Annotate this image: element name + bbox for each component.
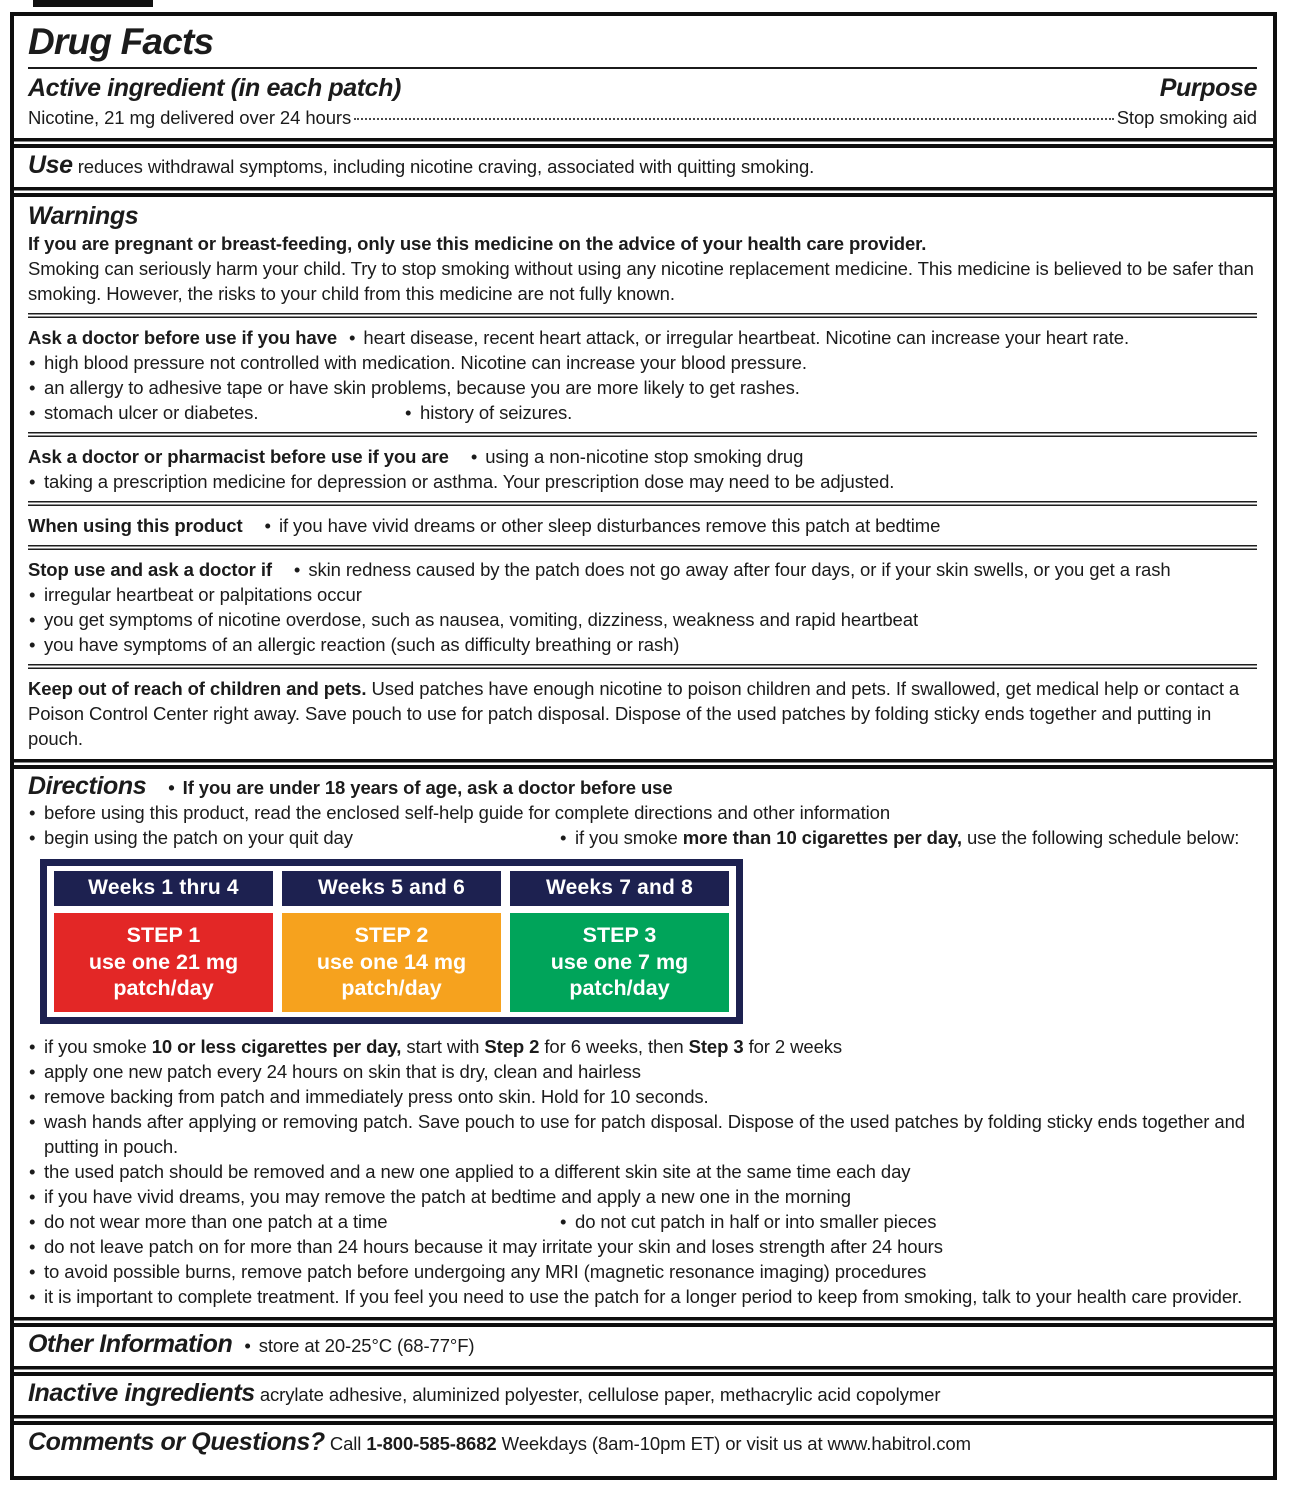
section-divider [14,759,1273,769]
when-using-block: When using this product • if you have vivid dreams or other sleep disturbances remove this patch at bedtime [28,513,1257,538]
inline-bullet [146,777,182,798]
keep-out-lead: Keep out of reach of children and pets. [28,678,367,699]
bullet-item: • if you smoke 10 or less cigarettes per day, start with Step 2 for 6 weeks, then Step 3 for 2 weeks [28,1034,1257,1059]
ask-pharmacist-block: Ask a doctor or pharmacist before use if you are • using a non-nicotine stop smoking drug • taking a prescription medicine for depression or asthma. Your prescription dose may need to be adjusted. [28,444,1257,494]
bullet-item: • remove backing from patch and immediately press onto skin. Hold for 10 seconds. [28,1084,1257,1109]
inline-bullet [449,446,485,467]
active-ingredient-value: Nicotine, 21 mg delivered over 24 hours [28,107,352,128]
bullet-item: • you get symptoms of nicotine overdose, such as nausea, vomiting, dizziness, weakness and rapid heartbeat [28,607,1257,632]
section-divider [14,1366,1273,1376]
bullet-item: • an allergy to adhesive tape or have skin problems, because you are more likely to get rashes. [28,375,1257,400]
inline-bullet [232,1335,258,1356]
bullet-item: • it is important to complete treatment. If you feel you need to use the patch for a longer period to keep from smoking, talk to your health care provider. [28,1284,1257,1309]
use-text: reduces withdrawal symptoms, including nicotine craving, associated with quitting smoking. [77,156,815,177]
bullet-item: • if you have vivid dreams, you may remove the patch at bedtime and apply a new one in the morning [28,1184,1257,1209]
bullet-item: • begin using the patch on your quit day [28,825,559,850]
bullet-item: • to avoid possible burns, remove patch before undergoing any MRI (magnetic resonance imaging) procedures [28,1259,1257,1284]
other-information-heading: Other Information [28,1329,233,1358]
inactive-ingredients-heading: Inactive ingredients [28,1378,255,1407]
pregnancy-warning-bold: If you are pregnant or breast-feeding, only use this medicine on the advice of your health care provider. [28,233,927,254]
schedule-week-header: Weeks 7 and 8 [510,871,729,906]
section-divider [14,138,1273,148]
bullet-item: • history of seizures. [404,400,572,425]
drug-facts-label [10,12,1277,1480]
schedule-week-header: Weeks 5 and 6 [282,871,501,906]
inactive-ingredients-text: acrylate adhesive, aluminized polyester, cellulose paper, methacrylic acid copolymer [259,1383,941,1405]
schedule-step-3-cell: STEP 3 use one 7 mg patch/day [510,913,729,1012]
keep-out-text: Used patches have enough nicotine to poison children and pets. If swallowed, get medical help or contact a Poison Control Center right away. Save pouch to use for patch disposal. Dispose of the used patches by folding sticky ends together and putting in pouch. [28,678,1240,749]
call-text: Call [329,1432,367,1454]
warnings-section [14,197,1273,759]
hours-website-text: Weekdays (8am-10pm ET) or visit us at www.habitrol.com [496,1432,971,1454]
directions-section [14,769,1273,1317]
directions-heading: Directions [28,772,147,800]
sub-divider [28,501,1257,506]
active-ingredient-heading: Active ingredient (in each patch) [28,74,401,102]
bullet-item: • do not leave patch on for more than 24 hours because it may irritate your skin and loses strength after 24 hours [28,1234,1257,1259]
inline-bullet [272,559,308,580]
inline-bullet [337,327,363,348]
ask-doctor-lead: Ask a doctor before use if you have [28,327,338,348]
keep-out-of-reach-block [28,676,1257,751]
bullet-item: • taking a prescription medicine for depression or asthma. Your prescription dose may need to be adjusted. [28,469,1257,494]
inline-bullet [243,515,279,536]
sub-divider [28,545,1257,550]
ask-pharmacist-lead: Ask a doctor or pharmacist before use if you are [28,446,449,467]
ask-doctor-block: Ask a doctor before use if you have • heart disease, recent heart attack, or irregular heartbeat. Nicotine can increase your heart rate. • high blood pressure not controlled with medication. Nicotine can increase your blood pressure. • an allergy to adhesive tape or have skin problems, because you are more likely to get rashes. • stomach ulcer or diabetes. • history of seizures. [28,325,1257,425]
other-information-section [14,1327,1273,1366]
use-heading: Use [28,151,73,179]
bullet-item: • do not cut patch in half or into smaller pieces [559,1209,936,1234]
dotted-leader [354,118,1114,120]
section-divider [14,1317,1273,1327]
dosing-schedule-table [40,859,743,1024]
pregnancy-warning-text: Smoking can seriously harm your child. Try to stop smoking without using any nicotine replacement medicine. This medicine is believed to be safer than smoking. However, the risks to your child from this medicine are not fully known. [28,258,1254,304]
bullet-item: • stomach ulcer or diabetes. [28,400,404,425]
purpose-heading: Purpose [1159,74,1257,102]
bullet-item: • apply one new patch every 24 hours on skin that is dry, clean and hairless [28,1059,1257,1084]
bullet-item: • if you smoke more than 10 cigarettes per day, use the following schedule below: [559,825,1239,850]
comments-questions-section [14,1425,1273,1464]
scan-artifact [33,0,153,7]
bullet-item: • do not wear more than one patch at a time [28,1209,559,1234]
purpose-value: Stop smoking aid [1116,107,1257,128]
sub-divider [28,664,1257,669]
stop-use-lead: Stop use and ask a doctor if [28,559,272,580]
schedule-step-2-cell: STEP 2 use one 14 mg patch/day [282,913,501,1012]
age-note: If you are under 18 years of age, ask a doctor before use [182,777,673,798]
storage-text: store at 20-25°C (68-77°F) [258,1334,475,1356]
stop-use-block: Stop use and ask a doctor if • skin redness caused by the patch does not go away after four days, or if your skin swells, or you get a rash • irregular heartbeat or palpitations occur • you get symptoms of nicotine overdose, such as nausea, vomiting, dizziness, weakness and rapid heartbeat • you have symptoms of an allergic reaction (such as difficulty breathing or rash) [28,557,1257,657]
bullet-item: • the used patch should be removed and a new one applied to a different skin site at the same time each day [28,1159,1257,1184]
warnings-heading: Warnings [28,202,139,230]
bullet-item: • you have symptoms of an allergic reaction (such as difficulty breathing or rash) [28,632,1257,657]
phone-number: 1-800-585-8682 [366,1432,497,1454]
drug-facts-title: Drug Facts [28,21,214,62]
bullet-item: • irregular heartbeat or palpitations occur [28,582,1257,607]
bullet-item: • before using this product, read the enclosed self-help guide for complete directions and other information [28,800,1257,825]
section-divider [14,1415,1273,1425]
section-divider [14,187,1273,197]
bullet-item: • high blood pressure not controlled with medication. Nicotine can increase your blood pressure. [28,350,1257,375]
schedule-step-1-cell: STEP 1 use one 21 mg patch/day [54,913,273,1012]
sub-divider [28,313,1257,318]
comments-questions-heading: Comments or Questions? [28,1427,325,1456]
use-section [14,148,1273,187]
sub-divider [28,432,1257,437]
active-ingredient-section [14,16,1273,138]
bullet-item: • wash hands after applying or removing patch. Save pouch to use for patch disposal. Dispose of the used patches by folding sticky ends together and putting in pouch. [28,1109,1257,1159]
schedule-week-header: Weeks 1 thru 4 [54,871,273,906]
inactive-ingredients-section [14,1376,1273,1415]
when-using-lead: When using this product [28,515,243,536]
title-rule [28,67,1257,69]
